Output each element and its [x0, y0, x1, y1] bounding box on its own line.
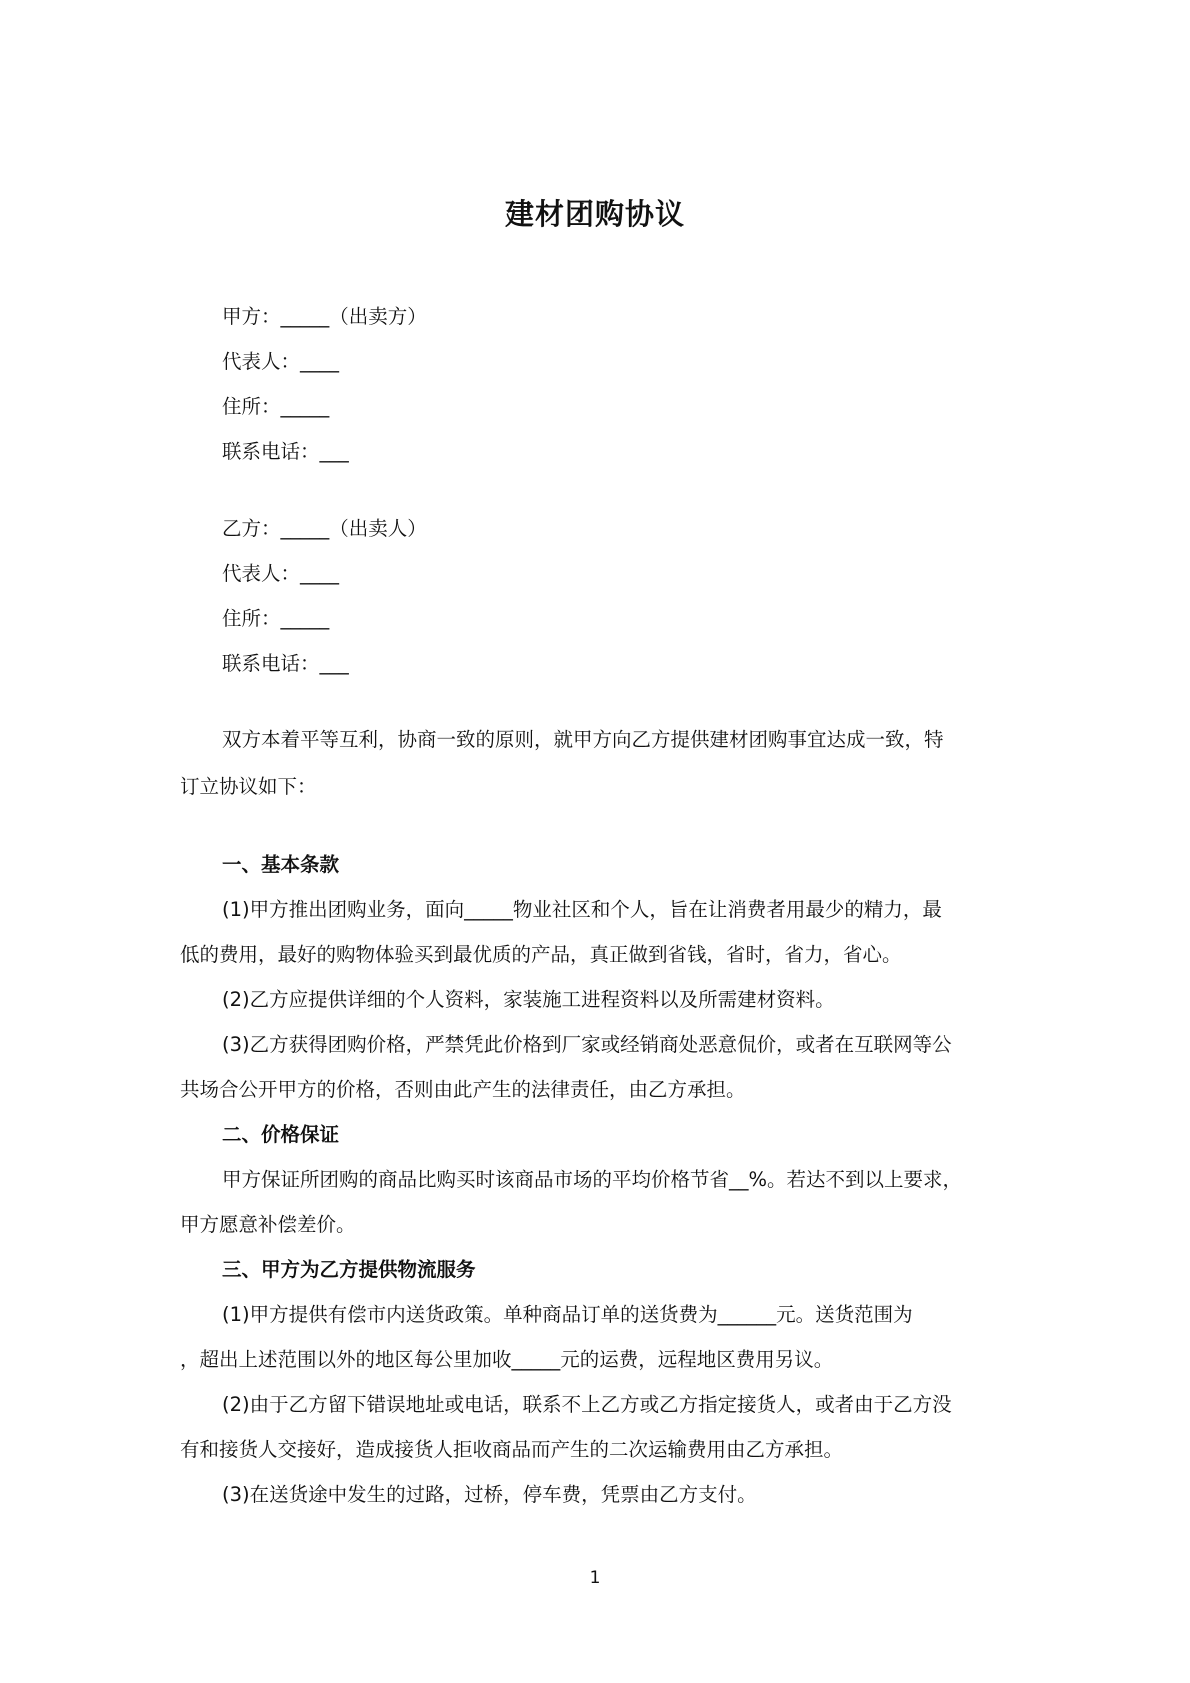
party-b-phone: 联系电话：___ [222, 652, 349, 675]
section-3-clause-1-line-2: ，超出上述范围以外的地区每公里加收_____元的运费，远程地区费用另议。 [180, 1348, 834, 1371]
section-3-clause-2-line-1: (2)由于乙方留下错误地址或电话，联系不上乙方或乙方指定接货人，或者由于乙方没 [222, 1393, 952, 1416]
party-b-name: 乙方：_____（出卖人） [222, 517, 427, 540]
party-a-name: 甲方：_____（出卖方） [222, 305, 427, 328]
party-a-representative: 代表人：____ [222, 350, 340, 373]
page-number: 1 [589, 1568, 601, 1588]
party-a-phone: 联系电话：___ [222, 440, 349, 463]
section-3-clause-3: (3)在送货途中发生的过路，过桥，停车费，凭票由乙方支付。 [222, 1483, 757, 1506]
intro-line-2: 订立协议如下： [180, 775, 317, 798]
section-1-heading: 一、基本条款 [222, 853, 340, 876]
section-3-clause-1-line-1: (1)甲方提供有偿市内送货政策。单种商品订单的送货费为______元。送货范围为 [222, 1303, 913, 1326]
section-3-heading: 三、甲方为乙方提供物流服务 [222, 1258, 476, 1281]
section-1-clause-3-line-2: 共场合公开甲方的价格，否则由此产生的法律责任，由乙方承担。 [180, 1078, 746, 1101]
section-2-line-2: 甲方愿意补偿差价。 [180, 1213, 356, 1236]
intro-line-1: 双方本着平等互利，协商一致的原则，就甲方向乙方提供建材团购事宜达成一致，特 [222, 728, 944, 751]
section-1-clause-2: (2)乙方应提供详细的个人资料，家装施工进程资料以及所需建材资料。 [222, 988, 835, 1011]
section-3-clause-2-line-2: 有和接货人交接好，造成接货人拒收商品而产生的二次运输费用由乙方承担。 [180, 1438, 844, 1461]
party-a-address: 住所：_____ [222, 395, 330, 418]
section-2-heading: 二、价格保证 [222, 1123, 340, 1146]
section-1-clause-3-line-1: (3)乙方获得团购价格，严禁凭此价格到厂家或经销商处恶意侃价，或者在互联网等公 [222, 1033, 952, 1056]
section-1-clause-1-line-1: (1)甲方推出团购业务，面向_____物业社区和个人，旨在让消费者用最少的精力，最 [222, 898, 942, 921]
party-b-representative: 代表人：____ [222, 562, 340, 585]
section-1-clause-1-line-2: 低的费用，最好的购物体验买到最优质的产品，真正做到省钱，省时，省力，省心。 [180, 943, 902, 966]
section-2-line-1: 甲方保证所团购的商品比购买时该商品市场的平均价格节省__%。若达不到以上要求， [222, 1168, 963, 1191]
document-title: 建材团购协议 [504, 197, 685, 231]
party-b-address: 住所：_____ [222, 607, 330, 630]
